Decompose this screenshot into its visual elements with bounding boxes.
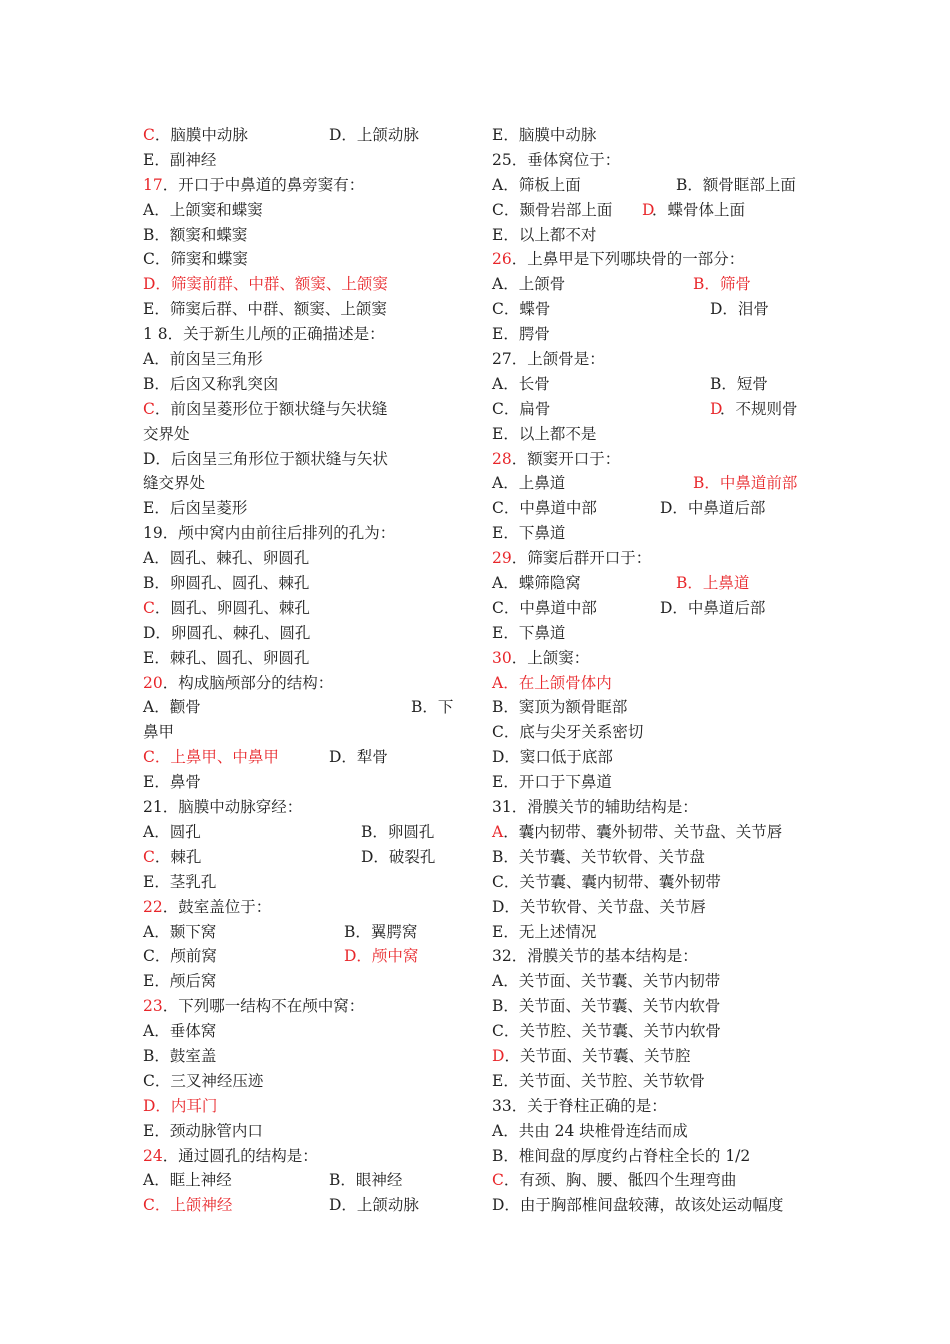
line-text: D．犁骨 (329, 748, 388, 767)
line-text: D．上颌动脉 (329, 1196, 419, 1215)
question-line (492, 1019, 812, 1044)
line-text: D．破裂孔 (361, 847, 436, 866)
line-text: ．额窦开口于： (511, 449, 621, 468)
question-line (143, 646, 458, 671)
question-line (143, 546, 458, 571)
line-text: D．上颌动脉 (329, 126, 419, 144)
line-text: 30 (492, 648, 512, 667)
question-line (492, 596, 812, 621)
question-line (143, 770, 458, 795)
line-text: ．关节面、关节囊、关节腔 (504, 1046, 691, 1065)
question-line (492, 969, 812, 994)
line-text: E．关节面、关节腔、关节软骨 (492, 1071, 705, 1090)
line-text: 32．滑膜关节的基本结构是： (492, 947, 698, 966)
line-text: C (143, 126, 155, 144)
question-line (492, 646, 812, 671)
line-text: A．共由 24 块椎骨连结而成 (492, 1121, 688, 1140)
line-text: B．中鼻道前部 (693, 474, 798, 493)
line-text: A (492, 822, 504, 841)
line-text: E．以上都不是 (492, 424, 597, 443)
question-line (143, 621, 458, 646)
line-text: E．无上述情况 (492, 922, 597, 941)
line-text: A．颞下窝 (143, 922, 217, 941)
line-text: C．底与尖牙关系密切 (492, 723, 644, 742)
question-line (143, 671, 458, 696)
line-text: E．开口于下鼻道 (492, 773, 612, 792)
question-line (492, 447, 812, 472)
question-line (492, 471, 812, 496)
line-text: 17 (143, 175, 163, 194)
line-text: A．上鼻道 (492, 474, 566, 493)
line-text: B．关节面、关节囊、关节内软骨 (492, 997, 721, 1016)
question-line (492, 720, 812, 745)
line-text: 24 (143, 1146, 163, 1165)
line-text: A．上颌骨 (492, 275, 566, 294)
question-line (143, 1144, 458, 1169)
line-text: ．筛窦后群开口于： (511, 549, 652, 568)
line-text: E．下鼻道 (492, 524, 566, 543)
question-line (492, 148, 812, 173)
line-text: 33．关于脊柱正确的是： (492, 1096, 667, 1115)
line-text: D (492, 1046, 505, 1065)
line-text: E．后囟呈菱形 (143, 499, 248, 518)
line-text: B．眼神经 (329, 1171, 403, 1190)
line-text: D．中鼻道后部 (660, 598, 766, 617)
question-line (492, 571, 812, 596)
question-line (143, 1094, 458, 1119)
question-line (143, 521, 458, 546)
line-text: A．上颌窦和蝶窦 (143, 200, 263, 219)
question-line (143, 1193, 458, 1218)
question-line (492, 198, 812, 223)
question-line (143, 247, 458, 272)
question-line (143, 720, 458, 745)
line-text: C．蝶骨 (492, 300, 551, 319)
line-text: 交界处 (143, 424, 190, 443)
question-line (143, 347, 458, 372)
line-text: B．上鼻道 (676, 574, 750, 593)
line-text: B．额骨眶部上面 (676, 175, 796, 194)
question-line (492, 1144, 812, 1169)
question-line (143, 173, 458, 198)
question-line (492, 546, 812, 571)
line-text: ．上颌窦： (511, 648, 590, 667)
question-line (143, 322, 458, 347)
line-text: E．颈动脉管内口 (143, 1121, 263, 1140)
question-line (143, 596, 458, 621)
question-line (492, 745, 812, 770)
right-column (492, 123, 812, 1218)
line-text: C．关节腔、关节囊、关节内软骨 (492, 1022, 721, 1041)
line-text: ．有颈、胸、腰、骶四个生理弯曲 (503, 1171, 737, 1190)
question-line (492, 795, 812, 820)
left-column (143, 123, 458, 1218)
line-text: A．垂体窝 (143, 1022, 217, 1041)
line-text: D．泪骨 (710, 300, 769, 319)
question-line (143, 969, 458, 994)
question-line (143, 422, 458, 447)
question-line (143, 496, 458, 521)
line-text: ．开口于中鼻道的鼻旁窦有： (162, 175, 365, 194)
question-line (492, 1193, 812, 1218)
line-text: B．翼腭窝 (344, 922, 418, 941)
question-line (492, 521, 812, 546)
line-text: A．关节面、关节囊、关节内韧带 (492, 972, 721, 991)
line-text: C．筛窦和蝶窦 (143, 250, 248, 269)
line-text: 19．颅中窝内由前往后排列的孔为： (143, 524, 396, 543)
line-text: A．前囟呈三角形 (143, 350, 263, 369)
question-line (492, 845, 812, 870)
line-text: ．通过圆孔的结构是： (162, 1146, 318, 1165)
line-text: D (642, 200, 655, 219)
line-text: 1 8．关于新生儿颅的正确描述是： (143, 325, 385, 344)
question-line (492, 123, 812, 148)
line-text: D．窦口低于底部 (492, 748, 613, 767)
line-text: D．内耳门 (143, 1096, 218, 1115)
line-text: A．筛板上面 (492, 175, 581, 194)
question-line (492, 422, 812, 447)
question-line (492, 1044, 812, 1069)
line-text: 鼻甲 (143, 723, 175, 742)
line-text: ．棘孔 (154, 847, 202, 866)
line-text: B．下 (411, 698, 454, 717)
line-text: E．副神经 (143, 150, 217, 169)
question-line (492, 247, 812, 272)
question-line (143, 372, 458, 397)
line-text: 20 (143, 673, 163, 692)
question-line (143, 944, 458, 969)
question-line (492, 671, 812, 696)
question-line (492, 944, 812, 969)
line-text: A．在上颌骨体内 (492, 673, 612, 692)
question-line (143, 1019, 458, 1044)
line-text: E．筛窦后群、中群、额窦、上颌窦 (143, 300, 387, 319)
line-text: B．鼓室盖 (143, 1046, 217, 1065)
question-line (143, 471, 458, 496)
line-text: C．颞骨岩部上面 (492, 200, 613, 219)
question-line (492, 621, 812, 646)
question-line (143, 148, 458, 173)
line-text: C．关节囊、囊内韧带、囊外韧带 (492, 872, 721, 891)
line-text: 21．脑膜中动脉穿经： (143, 798, 303, 817)
question-line (143, 795, 458, 820)
question-line (492, 496, 812, 521)
line-text: C．上颌神经 (143, 1196, 233, 1215)
line-text: E．腭骨 (492, 325, 550, 344)
question-line (492, 695, 812, 720)
question-line (143, 895, 458, 920)
question-line (143, 223, 458, 248)
question-line (143, 920, 458, 945)
question-line (492, 397, 812, 422)
question-line (143, 845, 458, 870)
line-text: D．后囟呈三角形位于额状缝与矢状 (143, 449, 388, 468)
line-text: A．颧骨 (143, 698, 201, 717)
line-text: E．下鼻道 (492, 623, 566, 642)
line-text: C (143, 598, 155, 617)
line-text: A．眶上神经 (143, 1171, 232, 1190)
line-text: 29 (492, 549, 512, 568)
question-line (143, 272, 458, 297)
question-line (492, 347, 812, 372)
line-text: E．颅后窝 (143, 972, 217, 991)
question-line (143, 1044, 458, 1069)
question-line (143, 123, 458, 148)
line-text: B．后囟又称乳突囟 (143, 374, 279, 393)
question-line (143, 1069, 458, 1094)
line-text: ．囊内韧带、囊外韧带、关节盘、关节唇 (503, 822, 783, 841)
line-text: ．不规则骨 (720, 399, 798, 418)
question-line (143, 198, 458, 223)
line-text: A．长骨 (492, 374, 550, 393)
line-text: 27．上颌骨是： (492, 350, 605, 369)
line-text: C．上鼻甲、中鼻甲 (143, 748, 279, 767)
line-text: C．颅前窝 (143, 947, 217, 966)
line-text: 31．滑膜关节的辅助结构是： (492, 798, 698, 817)
line-text: E．鼻骨 (143, 773, 201, 792)
line-text: B．短骨 (710, 374, 768, 393)
line-text: D．关节软骨、关节盘、关节唇 (492, 897, 706, 916)
line-text: A．圆孔、棘孔、卵圆孔 (143, 549, 310, 568)
question-line (492, 920, 812, 945)
line-text: B．椎间盘的厚度约占脊柱全长的 1/2 (492, 1146, 751, 1165)
line-text: ．蝶骨体上面 (652, 200, 746, 219)
line-text: ．下列哪一结构不在颅中窝： (162, 997, 365, 1016)
line-text: D．筛窦前群、中群、额窦、上颌窦 (143, 275, 388, 294)
line-text: E．棘孔、圆孔、卵圆孔 (143, 648, 310, 667)
question-line (143, 447, 458, 472)
question-line (492, 770, 812, 795)
question-line (143, 297, 458, 322)
question-line (492, 994, 812, 1019)
line-text: D．颅中窝 (344, 947, 419, 966)
line-text: C．中鼻道中部 (492, 499, 597, 518)
line-text: ．圆孔、卵圆孔、棘孔 (154, 598, 310, 617)
line-text: C．扁骨 (492, 399, 551, 418)
question-line (492, 1119, 812, 1144)
question-line (143, 571, 458, 596)
line-text: B．卵圆孔 (361, 822, 435, 841)
line-text: 25．垂体窝位于： (492, 150, 621, 169)
line-text: B．额窦和蝶窦 (143, 225, 248, 244)
question-line (143, 695, 458, 720)
line-text: D．卵圆孔、棘孔、圆孔 (143, 623, 311, 642)
line-text: A．圆孔 (143, 822, 201, 841)
line-text: E．以上都不对 (492, 225, 597, 244)
question-line (143, 870, 458, 895)
line-text: B．关节囊、关节软骨、关节盘 (492, 847, 705, 866)
question-line (492, 895, 812, 920)
line-text: 23 (143, 997, 163, 1016)
line-text: ．前囟呈菱形位于额状缝与矢状缝 (154, 399, 388, 418)
line-text: A．蝶筛隐窝 (492, 574, 581, 593)
line-text: D (710, 399, 723, 418)
question-line (143, 1168, 458, 1193)
line-text: B．卵圆孔、圆孔、棘孔 (143, 574, 310, 593)
question-line (492, 870, 812, 895)
line-text: C．三叉神经压迹 (143, 1071, 264, 1090)
question-line (492, 272, 812, 297)
question-line (492, 1094, 812, 1119)
question-line (143, 397, 458, 422)
question-line (492, 173, 812, 198)
line-text: B．窦顶为额骨眶部 (492, 698, 628, 717)
question-line (143, 1119, 458, 1144)
line-text: D．中鼻道后部 (660, 499, 766, 518)
line-text: 缝交界处 (143, 474, 206, 493)
question-line (492, 223, 812, 248)
line-text: C．中鼻道中部 (492, 598, 597, 617)
line-text: C (492, 1171, 504, 1190)
line-text: 28 (492, 449, 512, 468)
line-text: ．鼓室盖位于： (162, 897, 272, 916)
line-text: D．由于胸部椎间盘较薄，故该处运动幅度 (492, 1196, 784, 1215)
line-text: 26 (492, 250, 512, 269)
line-text: 22 (143, 897, 163, 916)
question-line (492, 372, 812, 397)
line-text: E．脑膜中动脉 (492, 126, 597, 144)
question-line (492, 297, 812, 322)
line-text: ．构成脑颅部分的结构： (162, 673, 334, 692)
line-text: B．筛骨 (693, 275, 751, 294)
line-text: C (143, 399, 155, 418)
question-line (143, 745, 458, 770)
line-text: ．上鼻甲是下列哪块骨的一部分： (511, 250, 745, 269)
line-text: C (143, 847, 155, 866)
question-line (143, 994, 458, 1019)
question-line (492, 820, 812, 845)
question-line (143, 820, 458, 845)
line-text: E．茎乳孔 (143, 872, 217, 891)
question-line (492, 322, 812, 347)
question-line (492, 1168, 812, 1193)
question-line (492, 1069, 812, 1094)
line-text: ．脑膜中动脉 (154, 126, 248, 144)
